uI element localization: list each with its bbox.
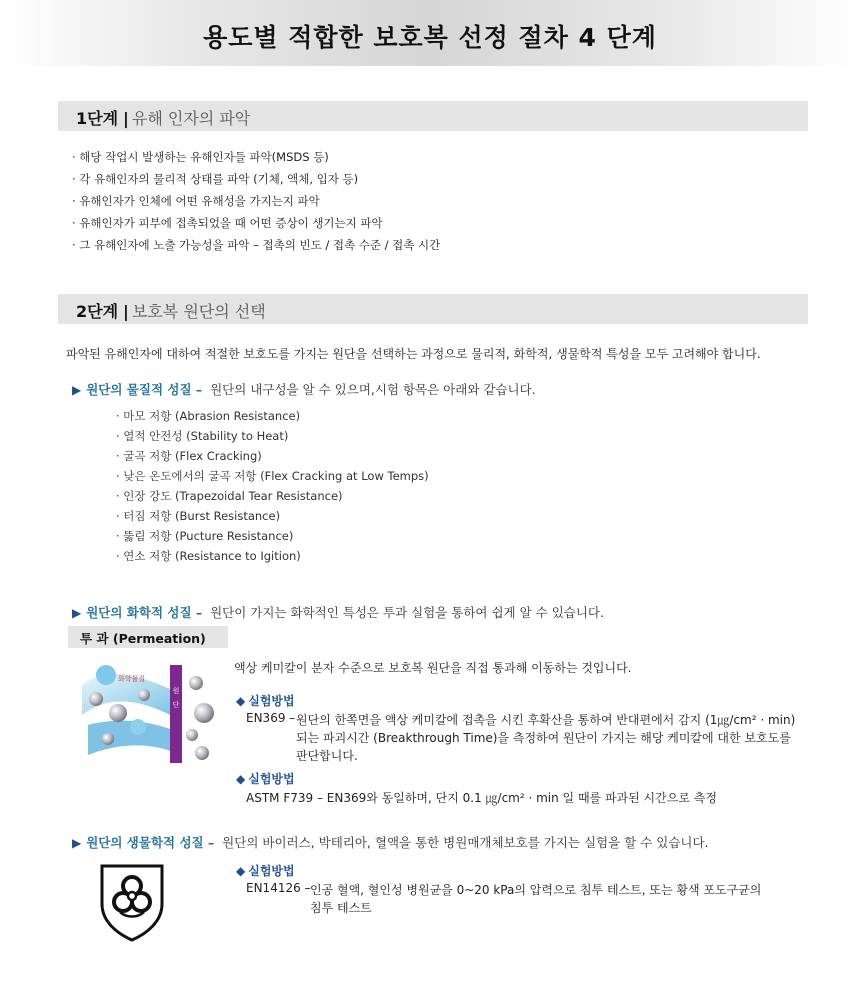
method-heading xyxy=(236,692,295,709)
method-label: 실험방법 xyxy=(248,864,295,878)
physical-test-item: · 인장 강도 (Trapezoidal Tear Resistance) xyxy=(116,489,343,503)
biological-heading xyxy=(72,833,709,851)
permeation-label: 투 과 (Permeation) xyxy=(80,631,206,646)
method-line: 인공 혈액, 혈인성 병원균을 0~20 kPa의 압력으로 침투 테스트, 또는 황색 포도구균의 xyxy=(310,883,762,897)
step2-header xyxy=(58,294,808,324)
step1-bullet: · 그 유해인자에 노출 가능성을 파악 – 접촉의 빈도 / 접촉 수준 / 접촉 시간 xyxy=(72,238,441,252)
step2-intro: 파악된 유해인자에 대하여 적절한 보호도를 가지는 원단을 선택하는 과정으로 물리적, 화학적, 생물학적 특성을 모두 고려해야 합니다. xyxy=(66,347,761,361)
biohazard-shield-icon xyxy=(96,860,168,942)
biological-label: 원단의 생물학적 성질 – xyxy=(86,835,215,850)
physical-label: 원단의 물질적 성질 – xyxy=(86,382,203,397)
method-line: 판단합니다. xyxy=(296,749,358,763)
step1-number: 1단계 xyxy=(76,109,119,128)
method-code: EN369 – xyxy=(246,711,296,725)
step1-separator: | xyxy=(123,109,129,128)
step2-separator: | xyxy=(123,302,129,321)
physical-test-item: · 낮은 온도에서의 굴곡 저항 (Flex Cracking at Low Temps) xyxy=(116,469,429,483)
permeation-header xyxy=(68,626,228,648)
physical-test-item: · 열적 안전성 (Stability to Heat) xyxy=(116,429,289,443)
method-label: 실험방법 xyxy=(248,772,295,786)
physical-test-item: · 뚫림 저항 (Pucture Resistance) xyxy=(116,529,294,543)
chemical-desc: 원단이 가지는 화학적인 특성은 투과 실험을 통하여 쉽게 알 수 있습니다. xyxy=(210,605,604,620)
permeation-desc: 액상 케미칼이 분자 수준으로 보호복 원단을 직접 통과해 이동하는 것입니다. xyxy=(234,661,632,675)
chemical-heading xyxy=(72,603,604,621)
biological-desc: 원단의 바이러스, 박테리아, 혈액을 통한 병원매개체보호를 가지는 실험을 할 수 있습니다. xyxy=(222,835,709,850)
physical-heading xyxy=(72,380,536,398)
method-line: 침투 테스트 xyxy=(310,901,372,915)
step1-heading xyxy=(76,106,250,129)
method-heading xyxy=(236,862,295,879)
method-line: 원단의 한쪽면을 액상 케미칼에 접촉을 시킨 후확산을 통하여 반대편에서 감지 (1㎍/cm² · min) xyxy=(296,713,796,727)
permeation-diagram-icon xyxy=(78,655,218,767)
step2-number: 2단계 xyxy=(76,302,119,321)
arrow-right-icon: ▶ xyxy=(72,606,82,620)
diamond-icon: ◆ xyxy=(236,772,246,786)
physical-test-item: · 마모 저항 (Abrasion Resistance) xyxy=(116,409,301,423)
method-line: 되는 파괴시간 (Breakthrough Time)을 측정하여 원단이 가지는 해당 케미칼에 대한 보호도를 xyxy=(296,731,791,745)
step1-bullet: · 유해인자가 피부에 접촉되었을 때 어떤 증상이 생기는지 파악 xyxy=(72,216,383,230)
diagram-label-fabric-1: 원 xyxy=(172,687,180,695)
step1-bullet: · 유해인자가 인체에 어떤 유해성을 가지는지 파악 xyxy=(72,194,320,208)
arrow-right-icon: ▶ xyxy=(72,836,82,850)
physical-test-item: · 연소 저항 (Resistance to Igition) xyxy=(116,549,301,563)
diamond-icon: ◆ xyxy=(236,694,246,708)
method-line: ASTM F739 – EN369와 동일하며, 단지 0.1 ㎍/cm² · min 일 때를 파과된 시간으로 측정 xyxy=(246,791,717,805)
diagram-label-chemical: 화학물질 xyxy=(118,675,146,683)
page-title: 용도별 적합한 보호복 선정 절차 4 단계 xyxy=(203,23,657,52)
diagram-label-fabric-2: 단 xyxy=(172,701,180,709)
diamond-icon: ◆ xyxy=(236,864,246,878)
physical-test-item: · 굴곡 저항 (Flex Cracking) xyxy=(116,449,262,463)
physical-test-item: · 터짐 저항 (Burst Resistance) xyxy=(116,509,281,523)
chemical-label: 원단의 화학적 성질 – xyxy=(86,605,203,620)
method-code: EN14126 – xyxy=(246,881,311,895)
arrow-right-icon: ▶ xyxy=(72,383,82,397)
step1-header xyxy=(58,101,808,131)
physical-desc: 원단의 내구성을 알 수 있으며,시험 항목은 아래와 같습니다. xyxy=(210,382,536,397)
step1-bullet: · 해당 작업시 발생하는 유해인자들 파악(MSDS 등) xyxy=(72,150,329,164)
step1-bullet: · 각 유해인자의 물리적 상태를 파악 (기체, 액체, 입자 등) xyxy=(72,172,359,186)
method-heading xyxy=(236,770,295,787)
step1-name: 유해 인자의 파악 xyxy=(131,109,251,128)
step2-name: 보호복 원단의 선택 xyxy=(131,302,266,321)
step2-heading xyxy=(76,299,266,322)
method-label: 실험방법 xyxy=(248,694,295,708)
